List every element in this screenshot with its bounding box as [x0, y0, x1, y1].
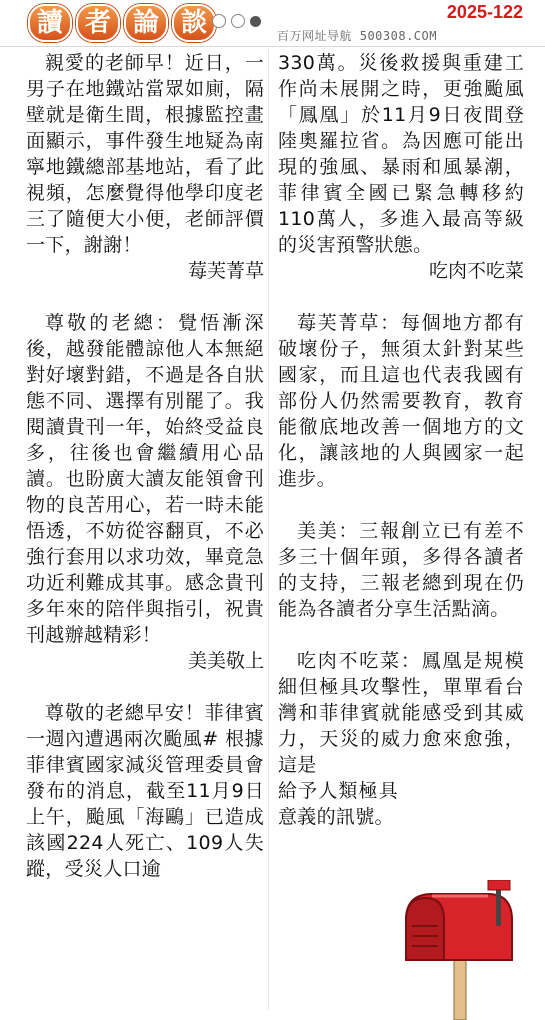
- page-header: [0, 0, 545, 46]
- letter-2: 尊敬的老總：覺悟漸深後，越發能體諒他人本無絕對好壞對錯，不過是各自狀態不同、選擇有別罷了。我閱讀貴刊一年，始終受益良多，往後也會繼續用心品讀。也盼廣大讀友能領會刊物的良苦用心，若一時未能悟透，不妨從容翻頁，不必強行套用以求功效，畢竟急功近利難成其事。感念貴刊多年來的陪伴與指引，祝貴刊越辦越精彩！: [26, 312, 264, 646]
- site-watermark: 百万网址导航 500308.COM: [277, 29, 437, 43]
- right-column: [278, 50, 524, 830]
- left-column: [26, 50, 264, 882]
- title-char: 談: [172, 4, 216, 42]
- title-char: 論: [124, 4, 168, 42]
- circle-icon: [212, 14, 226, 28]
- letter-2-signature: 美美敬上: [187, 650, 264, 672]
- letter-1: 親愛的老師早！近日，一男子在地鐵站當眾如廁，隔壁就是衛生間，根據監控畫面顯示，事件發生地疑為南寧地鐵總部基地站，看了此視頻，怎麼覺得他學印度老三了隨便大小便，老師評價一下，謝謝！: [26, 52, 264, 256]
- mailbox-icon: [392, 880, 522, 1020]
- issue-number: 2025-122: [446, 2, 523, 22]
- column-divider: [268, 50, 269, 1010]
- circle-icon: [231, 14, 245, 28]
- header-divider: [0, 46, 545, 47]
- letter-3-signature: 吃肉不吃菜: [428, 260, 524, 282]
- letter-3: 尊敬的老總早安！菲律賓一週內遭遇兩次颱風# 根據菲律賓國家減災管理委員會發布的消息，截至11月9日上午，颱風「海鷗」已造成該國224人死亡、109人失蹤，受災人口逾: [26, 702, 264, 880]
- letter-1-signature: 莓芙菁草: [187, 260, 264, 282]
- column-title: [28, 4, 216, 42]
- reply-1: 莓芙菁草：每個地方都有破壞份子，無須太針對某些國家，而且這也代表我國有部份人仍然需要教育，教育能徹底地改善一個地方的文化，讓該地的人與國家一起進步。: [278, 312, 524, 490]
- reply-3-end: 給予人類極具意義的訊號。: [278, 780, 398, 828]
- reply-3: 吃肉不吃菜：鳳凰是規模細但極具攻擊性，單單看台灣和菲律賓就能感受到其威力，天災的威力愈來愈強，這是: [278, 650, 524, 776]
- decorative-dots: [212, 14, 261, 28]
- title-char: 讀: [28, 4, 72, 42]
- reply-2: 美美：三報創立已有差不多三十個年頭，多得各讀者的支持，三報老總到現在仍能為各讀者分享生活點滴。: [278, 520, 524, 620]
- title-char: 者: [76, 4, 120, 42]
- letter-3-continued: 330萬。災後救援與重建工作尚未展開之時，更強颱風「鳳凰」於11月9日夜間登陸奧羅拉省。為因應可能出現的強風、暴雨和風暴潮，菲律賓全國已緊急轉移約110萬人，多進入最高等級的災害預警狀態。: [278, 52, 524, 256]
- dot-icon: [250, 16, 261, 27]
